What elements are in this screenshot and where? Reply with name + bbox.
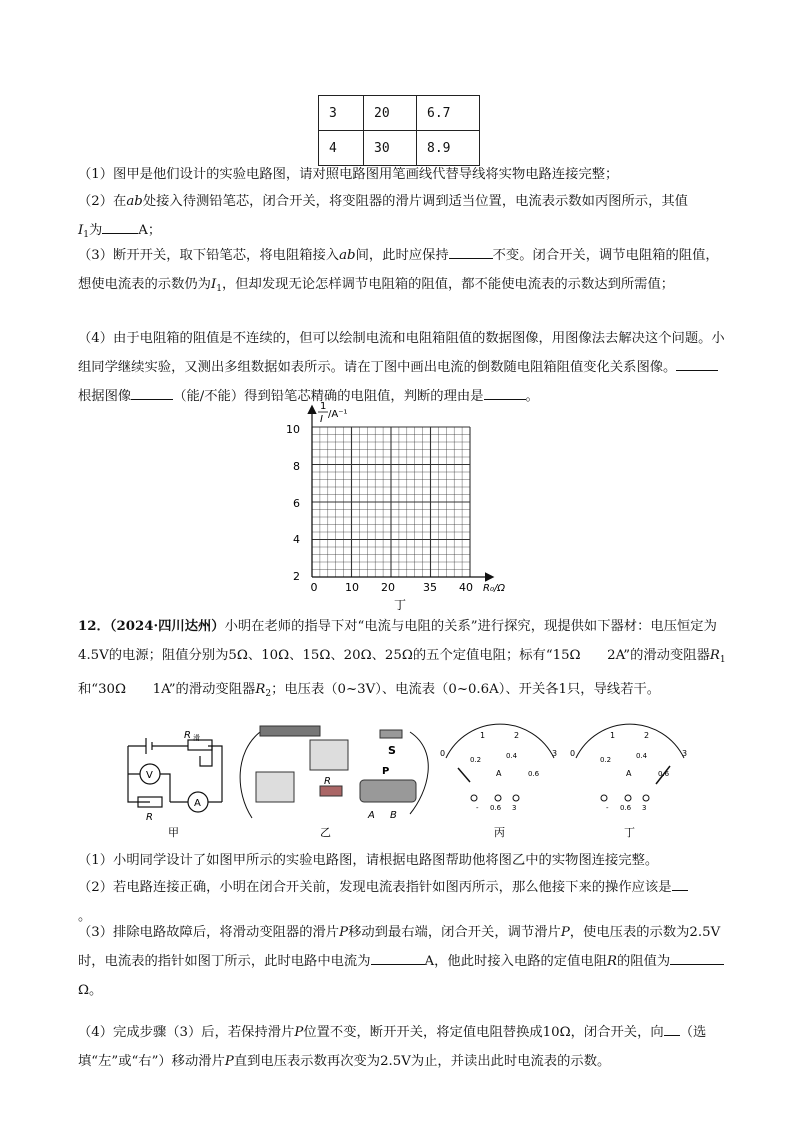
answer-blank[interactable]: [670, 950, 724, 965]
text: （2）若电路连接正确，小明在闭合开关前，发现电流表指针如图丙所示，那么他接下来的操作应该是: [78, 880, 672, 895]
table-row: [319, 96, 480, 131]
label: A: [626, 769, 632, 778]
answer-blank[interactable]: [672, 876, 688, 891]
label: 2: [644, 731, 650, 740]
switch-icon: [380, 730, 402, 738]
table-cell: 20: [364, 96, 417, 131]
text: R: [607, 954, 618, 969]
label: 0.6: [490, 804, 502, 812]
meter-needle: [458, 768, 470, 782]
label: 0.4: [506, 752, 518, 760]
label: 2: [514, 731, 520, 740]
text: ab: [126, 194, 143, 209]
text: （4）完成步骤（3）后，若保持滑片: [78, 1025, 295, 1040]
circuit-diagram-jia: [128, 738, 222, 812]
text: A，他此时接入电路的定值电阻: [424, 954, 607, 969]
x-tick-label: 35: [423, 581, 437, 594]
label: 0.6: [528, 770, 540, 778]
label: 1: [480, 731, 486, 740]
text: 1: [216, 284, 222, 294]
x-axis-label: R₀/Ω: [483, 583, 505, 594]
ammeter-ding: [576, 724, 684, 801]
answer-blank[interactable]: [102, 219, 138, 234]
text: （3）排除电路故障后，将滑动变阻器的滑片: [78, 925, 340, 940]
label: R: [146, 812, 153, 823]
text: （选填“左”或“右”）移动滑片: [78, 1025, 707, 1069]
label: 0.2: [470, 756, 482, 764]
label: 3: [642, 804, 647, 812]
text: （3）断开开关，取下铅笔芯，将电阻箱接入: [78, 248, 340, 263]
data-table: [318, 95, 480, 166]
circuit-figures: [110, 722, 710, 846]
answer-blank[interactable]: [131, 385, 173, 400]
text: R: [709, 648, 720, 663]
label: -: [476, 804, 479, 812]
y-tick-label: 8: [293, 460, 300, 473]
question-source: （2024·四川达州）: [109, 619, 225, 634]
text: P: [339, 925, 349, 940]
text: 1: [719, 655, 726, 665]
label: 1: [610, 731, 616, 740]
text: ；电压表（0~3V）、电流表（0~0.6A）、开关各1只，导线若干。: [271, 682, 661, 697]
label: A: [194, 798, 201, 809]
q12-part4: [78, 1018, 728, 1076]
x-tick-label: 0: [310, 581, 318, 594]
y-axis-label-unit: /A⁻¹: [328, 409, 348, 420]
text: 的阻值为: [617, 954, 671, 969]
label: 0.2: [600, 756, 612, 764]
figure-caption: 丙: [494, 826, 505, 839]
ammeter-bing: [446, 724, 554, 801]
answer-blank[interactable]: [676, 356, 718, 371]
text: I: [78, 223, 84, 238]
text: 间，此时应保持: [355, 248, 449, 263]
text: （能/不能）得到铅笔芯精确的电阻值，判断的理由是: [173, 389, 484, 404]
label: R: [184, 730, 191, 741]
figure-caption: 丁: [393, 598, 407, 612]
y-axis-label-den: I: [320, 414, 323, 425]
text: P: [224, 1054, 234, 1069]
q11-part1: [78, 160, 728, 189]
text: P: [294, 1025, 304, 1040]
text: 和“30Ω 1A”的滑动变阻器: [78, 682, 256, 697]
rheostat-symbol: [188, 740, 212, 750]
text: 处接入待测铅笔芯，闭合开关，将变阻器的滑片调到适当位置，电流表示数如丙图所示，其值: [142, 194, 688, 209]
label: B: [390, 810, 397, 821]
text: A；: [138, 223, 162, 238]
y-tick-label: 10: [286, 423, 300, 436]
table-cell: 3: [319, 96, 364, 131]
meter-icon: [310, 740, 348, 770]
meter-icon: [256, 772, 294, 802]
text: 移动到最右端，闭合开关，调节滑片: [348, 925, 561, 940]
label: 滑: [193, 734, 200, 742]
empty-graph-grid[interactable]: [270, 395, 530, 615]
label: 0.6: [620, 804, 632, 812]
figure-caption: 丁: [624, 826, 635, 839]
text: R: [255, 682, 266, 697]
x-tick-label: 40: [459, 581, 473, 594]
battery-icon: [260, 726, 320, 736]
y-tick-label: 4: [293, 533, 300, 546]
answer-blank[interactable]: [664, 1021, 680, 1036]
text: 直到电压表示数再次变为2.5V为止，并读出此时电流表的示数。: [233, 1054, 611, 1069]
text: ，使电压表的示数为2.5V时，电流表的指针如图丁所示，此时电路中电流为: [78, 925, 721, 969]
label: P: [382, 766, 390, 777]
y-tick-label: 2: [293, 570, 300, 583]
label: A: [368, 810, 375, 821]
text: 1: [83, 230, 89, 240]
label: R: [324, 776, 331, 787]
text: 2: [265, 689, 272, 699]
rheostat-icon: [360, 780, 416, 802]
figure-caption: 乙: [320, 826, 331, 839]
text: P: [560, 925, 570, 940]
table-cell: 30: [364, 131, 417, 166]
text: （2）在: [78, 194, 127, 209]
label: 3: [512, 804, 517, 812]
text: ，但却发现无论怎样调节电阻箱的阻值，都不能使电流表的示数达到所需值；: [221, 277, 675, 292]
text: （1）小明同学设计了如图甲所示的实验电路图，请根据电路图帮助他将图乙中的实物图连接完整。: [78, 853, 659, 868]
label: A: [496, 769, 502, 778]
label: 0: [440, 749, 446, 758]
q12-part3: [78, 918, 728, 1005]
label: 3: [682, 749, 688, 758]
text: Ω。: [78, 983, 103, 998]
q11-part1-text: （1）图甲是他们设计的实验电路图，请对照电路图用笔画线代替导线将实物电路连接完整；: [78, 167, 619, 182]
y-axis-label-num: 1: [320, 401, 327, 412]
figure-caption: 甲: [168, 826, 179, 839]
text: （4）由于电阻箱的阻值是不连续的，但可以绘制电流和电阻箱阻值的数据图像，用图像法去解决这个问题。小组同学继续实验，又测出多组数据如表所示。请在丁图中画出电流的倒数随电阻箱阻值变化关系图像。: [78, 331, 725, 375]
label: 0.6: [658, 770, 670, 778]
text: 。: [78, 909, 92, 924]
physical-circuit-yi: [240, 726, 428, 818]
text: 位置不变，断开开关，将定值电阻替换成10Ω，闭合开关，向: [303, 1025, 664, 1040]
text: 不变。闭合开关，调节电阻箱的阻值，想使电流表的示数仍为: [78, 248, 719, 292]
label: 3: [552, 749, 558, 758]
label: 0.4: [636, 752, 648, 760]
text: 根据图像: [78, 389, 132, 404]
q12-part1: [78, 846, 728, 875]
answer-blank[interactable]: [371, 950, 425, 965]
x-tick-label: 10: [345, 581, 359, 594]
text: 为: [89, 223, 103, 238]
label: V: [146, 770, 153, 781]
label: S: [388, 744, 396, 757]
text: ab: [339, 248, 356, 263]
table-cell: 6.7: [417, 96, 480, 131]
text: 。: [525, 389, 539, 404]
label: -: [606, 804, 609, 812]
table-cell: 4: [319, 131, 364, 166]
question-number: 12．: [78, 619, 110, 634]
y-tick-label: 6: [293, 497, 300, 510]
label: 0: [570, 749, 576, 758]
answer-blank[interactable]: [449, 244, 493, 259]
x-tick-label: 20: [381, 581, 395, 594]
q12-intro: [78, 612, 728, 709]
grid-lines: [312, 427, 470, 577]
q11-part3: [78, 241, 728, 304]
table-cell: 8.9: [417, 131, 480, 166]
resistor-icon: [320, 786, 342, 796]
text: I: [210, 277, 217, 292]
text: 小明在老师的指导下对“电流与电阻的关系”进行探究，现提供如下器材：电压恒定为4.5V的电源；阻值分别为5Ω、10Ω、15Ω、20Ω、25Ω的五个定值电阻；标有“15Ω 2A”的滑动变阻器: [78, 619, 717, 663]
